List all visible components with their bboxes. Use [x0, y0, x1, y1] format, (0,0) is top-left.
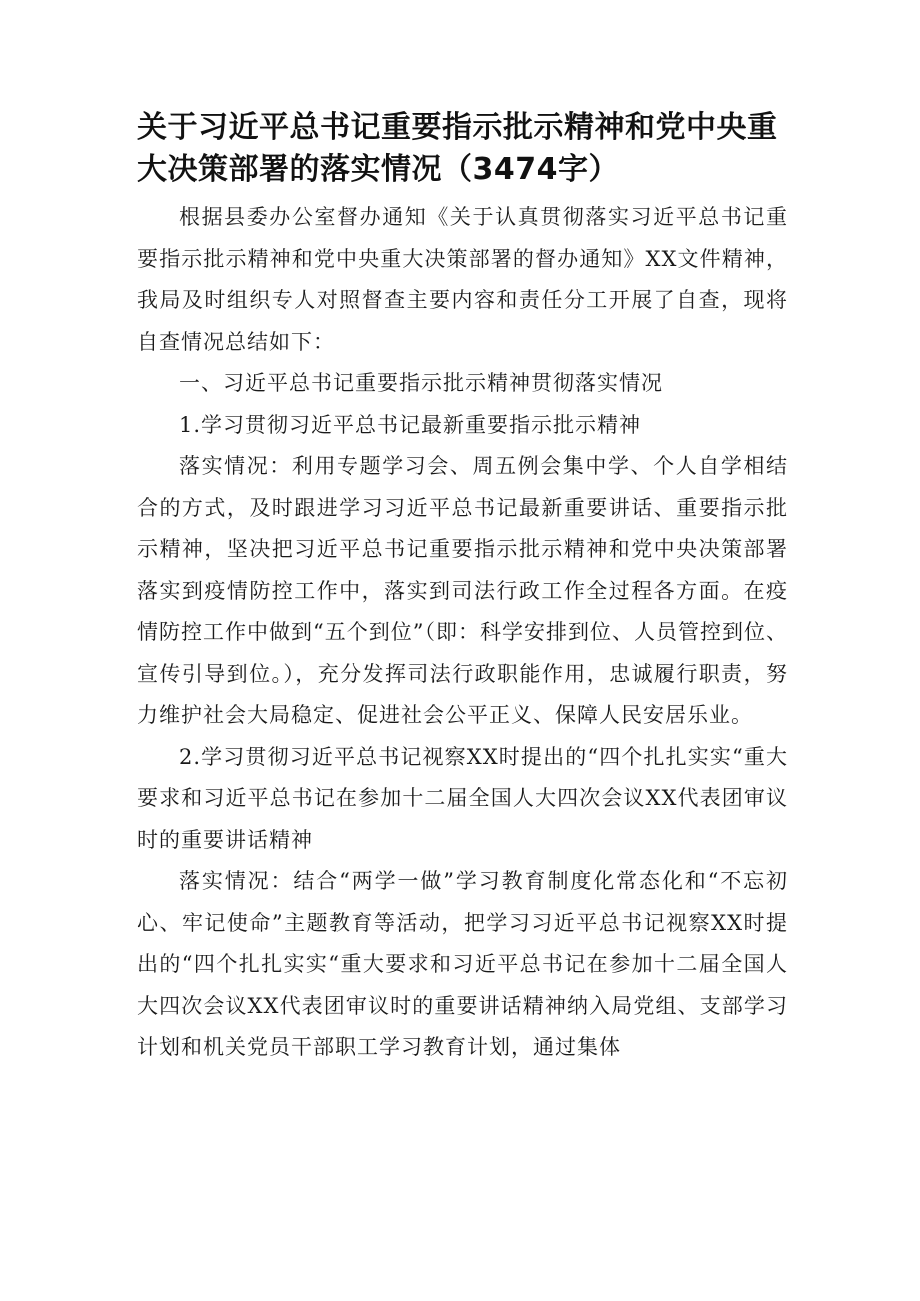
- section-heading-1: 一、习近平总书记重要指示批示精神贯彻落实情况: [179, 371, 663, 395]
- document-title: 关于习近平总书记重要指示批示精神和党中央重大决策部署的落实情况（3474字）: [137, 110, 778, 187]
- subsection-heading-2: 2.学习贯彻习近平总书记视察XX时提出的“四个扎扎实实“重大要求和习近平总书记在参加十二届全国人大四次会议XX代表团审议时的重要讲话精神: [137, 744, 788, 852]
- paragraph-implementation-1: 落实情况：利用专题学习会、周五例会集中学、个人自学相结合的方式，及时跟进学习习近平总书记最新重要讲话、重要指示批示精神，坚决把习近平总书记重要指示批示精神和党中央决策部署落实到疫情防控工作中，落实到司法行政工作全过程各方面。在疫情防控工作中做到“五个到位”（即：科学安排到位、人员管控到位、宣传引导到位。），充分发挥司法行政职能作用，忠诚履行职责，努力维护社会大局稳定、促进社会公平正义、保障人民安居乐业。: [137, 454, 788, 727]
- paragraph-intro: 根据县委办公室督办通知《关于认真贯彻落实习近平总书记重要指示批示精神和党中央重大决策部署的督办通知》XX文件精神，我局及时组织专人对照督查主要内容和责任分工开展了自查，现将自查情况总结如下：: [137, 205, 788, 354]
- subsection-heading-1: 1.学习贯彻习近平总书记最新重要指示批示精神: [179, 412, 642, 437]
- paragraph-implementation-2: 落实情况：结合“两学一做”学习教育制度化常态化和“不忘初心、牢记使命”主题教育等活动，把学习习近平总书记视察XX时提出的“四个扎扎实实“重大要求和习近平总书记在参加十二届全国人大四次会议XX代表团审议时的重要讲话精神纳入局党组、支部学习计划和机关党员干部职工学习教育计划，通过集体: [137, 869, 788, 1059]
- document-page: [137, 107, 788, 1069]
